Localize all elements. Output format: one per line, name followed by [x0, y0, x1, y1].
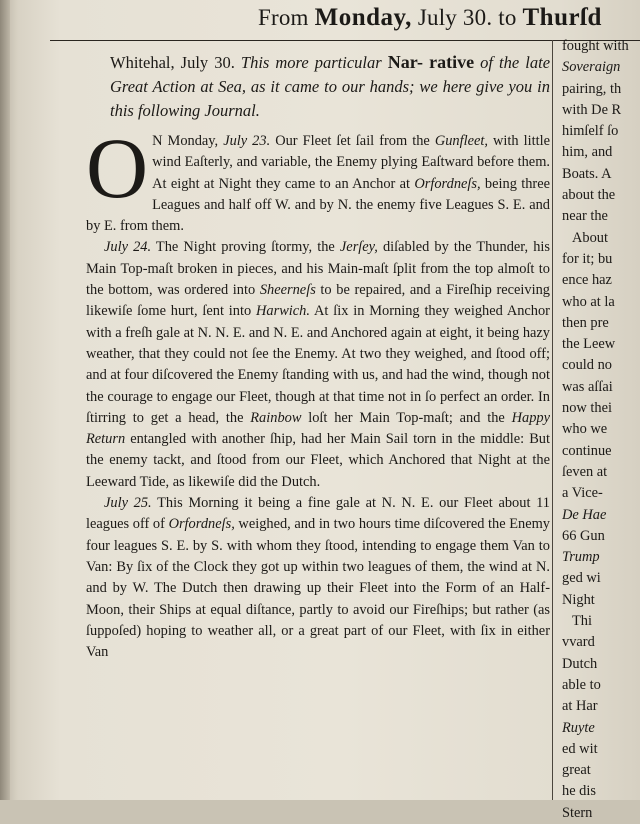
side-column-line: Dutch	[562, 655, 598, 672]
side-column-line: pairing, th	[562, 80, 622, 97]
dateline-prefix: From	[258, 5, 309, 30]
side-column-line: near the	[562, 208, 608, 225]
text-run: At ſix in Morning they weighed Anchor with a freſh gale at N. N. E. and N. E. and Anchored again at eight, it being hazy weather, that they could not ſee the Enemy. At two they weighed, and ſtood off; and at four diſcovered the Enemy ſtanding with us, and had the wind, though not the courage to engage our Fleet, though at that time not in ſo perfect an order. In ſtirring to get a head, the	[86, 303, 550, 426]
side-column-line: great	[562, 762, 591, 779]
side-column-line: Trump	[562, 549, 600, 566]
intro-text-b: Nar-	[387, 52, 424, 72]
side-column-line: About	[572, 229, 608, 246]
italic-run: Sheerneſs	[259, 282, 316, 299]
side-column-line: Ruyte	[562, 719, 595, 736]
side-column-line: himſelf ſo	[562, 123, 619, 140]
text-run: loſt her Main Top-maſt; and the	[301, 409, 512, 426]
intro-paragraph	[110, 50, 550, 123]
italic-run: Rainbow	[250, 409, 302, 426]
side-column-line: Stern	[562, 804, 593, 821]
main-column	[80, 50, 550, 663]
side-column-line: able to	[562, 676, 601, 693]
side-column-line: him, and	[562, 144, 613, 161]
side-column-line: who at la	[562, 293, 615, 310]
text-run: diſabled by the Thunder, his Main Top-maſt broken in pieces, and his Main-maſt ſplit from the top almoſt to the bottom, was ordered into	[86, 239, 550, 299]
side-column-line: now thei	[562, 400, 612, 417]
text-run: being three Leagues and half off W. and by N. the enemy five Leagues S. E. and by E. from them.	[86, 175, 550, 235]
text-run: to be repaired, and a Fireſhip receiving likewiſe ſome hurt, ſent into	[86, 282, 551, 320]
text-run: Our Fleet ſet ſail from the	[270, 133, 435, 149]
masthead-dateline	[258, 4, 602, 32]
dateline-next-day: Thurſd	[522, 4, 602, 31]
dateline-date: July 30. to	[417, 5, 517, 30]
side-column-line: Night	[562, 591, 595, 608]
journal-paragraph-july-25	[86, 493, 550, 663]
text-run: N Monday,	[152, 133, 224, 149]
side-column-line: ed wit	[562, 740, 598, 757]
side-column-line: continue	[562, 442, 612, 459]
side-column-line: was aſſai	[562, 378, 613, 395]
side-column-line: at Har	[562, 698, 598, 715]
column-rule	[552, 40, 553, 800]
text-run: The Night proving ſtormy, the	[151, 239, 340, 256]
text-run: with little wind Eaſterly, and variable, the Enemy plying Eaſtward before them. At eight at Night they came to an Anchor at	[152, 133, 550, 192]
text-run: entangled with another ſhip, had her Main Sail torn in the middle: But the enemy tackt, and ſtood from our Fleet, which Anchored that Night at the Leeward Tide, as likewiſe did the Dutch.	[86, 431, 550, 490]
intro-place: Whitehal, July 30.	[110, 53, 235, 72]
side-column-line: the Leew	[562, 336, 616, 353]
intro-text-a: This more particular	[240, 53, 382, 72]
text-run: This Morning it being a fine gale at N. N. E. our Fleet about 11 leagues off of	[86, 495, 550, 533]
italic-run: Happy Return	[86, 409, 550, 448]
intro-text-c: rative	[429, 52, 475, 72]
italic-run: Orfordneſs,	[168, 516, 235, 533]
side-column-line: then pre	[562, 314, 609, 331]
side-column-line: a Vice-	[562, 485, 603, 502]
side-column-line: he dis	[562, 783, 596, 800]
side-column-line: ged wi	[562, 570, 601, 587]
italic-run: July 23.	[223, 133, 271, 149]
adjacent-column-fragment	[562, 36, 640, 824]
side-column-line: for it; bu	[562, 250, 613, 267]
journal-paragraph-july-24	[86, 237, 550, 493]
italic-run: July 24.	[104, 239, 152, 256]
side-column-line: Thi	[572, 613, 592, 630]
journal-narrative	[86, 120, 551, 663]
side-column-line: Boats. A	[562, 165, 612, 182]
side-column-line: De Hae	[562, 506, 607, 523]
journal-paragraph-july-23	[86, 120, 550, 237]
binding-gutter	[0, 0, 10, 800]
italic-run: Gunfleet,	[434, 133, 488, 149]
italic-run: Jerſey,	[339, 239, 378, 256]
side-column-line: could no	[562, 357, 612, 374]
side-column-line: vvard	[562, 634, 595, 651]
drop-cap: O	[86, 120, 149, 216]
side-column-line: 66 Gun	[562, 527, 605, 544]
side-column-line: Soveraign	[562, 59, 621, 76]
side-column-line: with De R	[562, 101, 622, 118]
text-run: weighed, and in two hours time diſcovered the Enemy four leagues S. E. by S. with whom they ſtood, intending to engage them Van to Van: By ſix of the Clock they got up within two leagues of them, the wind at N. and by W. The Dutch then drawing up their Fleet into the Form of an Half-Moon, their Ships at equal diſtance, partly to avoid our Fireſhips; but rather (as ſuppoſed) hoping to weather all, or a great part of our Fleet, with ſix in either Van	[86, 516, 551, 661]
side-column-line: ence haz	[562, 272, 612, 289]
intro-text-d: of the late Great Action at Sea, as it came to our hands; we here give you in this following Journal.	[110, 53, 551, 120]
side-column-line: about the	[562, 187, 616, 204]
side-column-line: who we	[562, 421, 608, 438]
italic-run: Harwich.	[256, 303, 310, 320]
side-column-line: fought with	[562, 38, 629, 54]
italic-run: Orfordneſs,	[414, 175, 481, 192]
italic-run: July 25.	[104, 495, 152, 512]
side-column-line: ſeven at	[562, 463, 608, 480]
dateline-day: Monday,	[314, 4, 412, 31]
